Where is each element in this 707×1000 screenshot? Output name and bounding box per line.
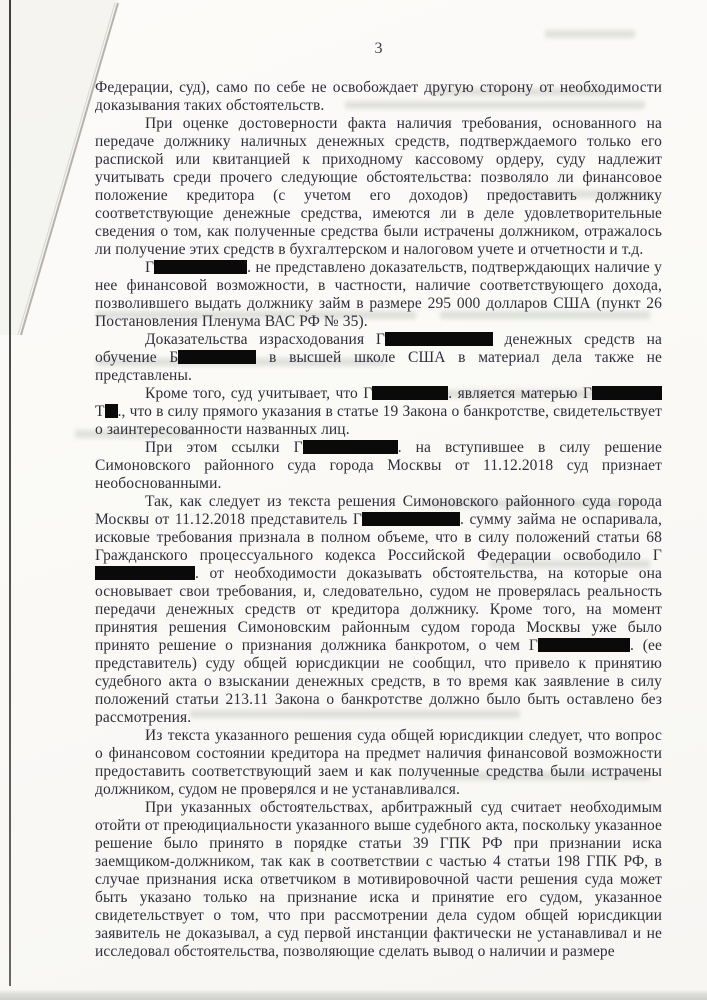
paragraph — [95, 259, 662, 331]
text-run: ., что в силу прямого указания в статье 19 Закона о банкротстве, свидетельствует о заинтересованности названных лиц. — [95, 403, 662, 438]
paragraph — [95, 727, 662, 799]
scan-edge-line — [9, 0, 11, 986]
bleed-through-mark — [545, 30, 635, 38]
text-run: Федерации, суд), само по себе не освобождает другую сторону от необходимости доказывания таких обстоятельств. — [95, 79, 662, 114]
redaction-bar — [538, 638, 630, 652]
text-run: . на вступившее в силу решение Симоновского районного суда города Москвы от 11.12.2018 суд признает необоснованными. — [95, 439, 662, 492]
paragraph — [95, 115, 662, 259]
text-run: При оценке достоверности факта наличия требования, основанного на передаче должнику наличных денежных средств, подтверждаемого только его распиской или квитанцией к приходному кассовому ордеру, суду надлежит учитывать среди прочего следующие обстоятельства: позволяло ли финансовое положение кредитора (с учетом его доходов) предоставить должнику соответствующие денежные средства, имеются ли в деле удовлетворительные сведения о том, как полученные средства были истрачены должником, отражалось ли получение этих средств в бухгалтерском и налоговом учете и отчетности и т.д. — [95, 115, 662, 258]
text-block — [95, 79, 662, 961]
paragraph — [95, 799, 662, 961]
text-run: При этом ссылки Г — [145, 439, 303, 456]
paragraph — [95, 385, 662, 439]
text-run: . от необходимости доказывать обстоятельства, на которые она основывает свои требования, и, следовательно, судом не проверялась реальность передачи денежных средств от кредитора должнику. Кроме того, на момент принятия решения Симоновским районным судом города Москвы уже было принято решение о признания должника банкротом, о чем Г — [95, 565, 662, 654]
paragraph — [95, 331, 662, 385]
redaction-bar — [385, 332, 493, 346]
redaction-bar — [362, 512, 460, 526]
redaction-bar — [592, 386, 662, 400]
text-run: Г — [145, 259, 155, 276]
text-run: . сумму займа не оспаривала, исковые требования признала в полном объеме, что в силу положений статьи 68 Гражданского процессуального кодекса Российской Федерации освободило Г — [95, 511, 662, 564]
text-run: в высшей школе США в материал дела также не представлены. — [95, 349, 662, 384]
text-run: . не представлено доказательств, подтверждающих наличие у нее финансовой возможности, в частности, наличие соответствующего дохода, позволившего выдать должнику займ в размере 295 000 долларов США (пункт 26 Постановления Пленума ВАС РФ № 35). — [95, 259, 662, 330]
redaction-bar — [303, 440, 398, 454]
text-run: Так, как следует из текста решения Симоновского районного суда города Москвы от 11.12.2018 представитель Г — [95, 493, 662, 528]
page-number: 3 — [374, 40, 383, 57]
paragraph — [95, 493, 662, 727]
redaction-bar — [372, 386, 448, 400]
text-run: При указанных обстоятельствах, арбитражный суд считает необходимым отойти от преюдициальности указанного выше судебного акта, поскольку указанное решение было принято в порядке статьи 39 ГПК РФ при признании иска заемщиком-должником, так как в соответствии с частью 4 статьи 198 ГПК РФ, в случае признания иска ответчиком в мотивировочной части решения суда может быть указано только на признание иска и принятие его судом, указанное свидетельствует о том, что при рассмотрении дела судом общей юрисдикции заявитель не доказывал, а суд первой инстанции фактически не устанавливал и не исследовал обстоятельства, позволяющие сделать вывод о наличии и размере — [95, 799, 662, 960]
paragraph — [95, 439, 662, 493]
redaction-bar — [178, 350, 256, 364]
redaction-bar — [95, 566, 195, 580]
text-run: Доказательства израсходования Г — [145, 331, 385, 348]
redaction-bar — [105, 404, 118, 418]
text-run: денежных средств на обучение Б — [95, 331, 662, 366]
text-run: Из текста указанного решения суда общей юрисдикции следует, что вопрос о финансовом состоянии кредитора на предмет наличия финансовой возможности предоставить соответствующий заем и как полученные средства были истрачены должником, судом не проверялся и не устанавливался. — [95, 727, 662, 798]
text-run: Кроме того, суд учитывает, что Г — [145, 385, 373, 402]
text-run: . является матерью Г — [448, 385, 592, 402]
redaction-bar — [154, 260, 247, 274]
paragraph — [95, 79, 662, 115]
text-run: Т — [95, 403, 105, 420]
text-run: . (ее представитель) суду общей юрисдикции не сообщил, что привело к принятию судебного акта о взыскании денежных средств, в то время как заявление в силу положений статьи 213.11 Закона о банкротстве должно было быть оставлено без рассмотрения. — [95, 637, 662, 726]
scan-bottom-shadow — [0, 989, 707, 1000]
